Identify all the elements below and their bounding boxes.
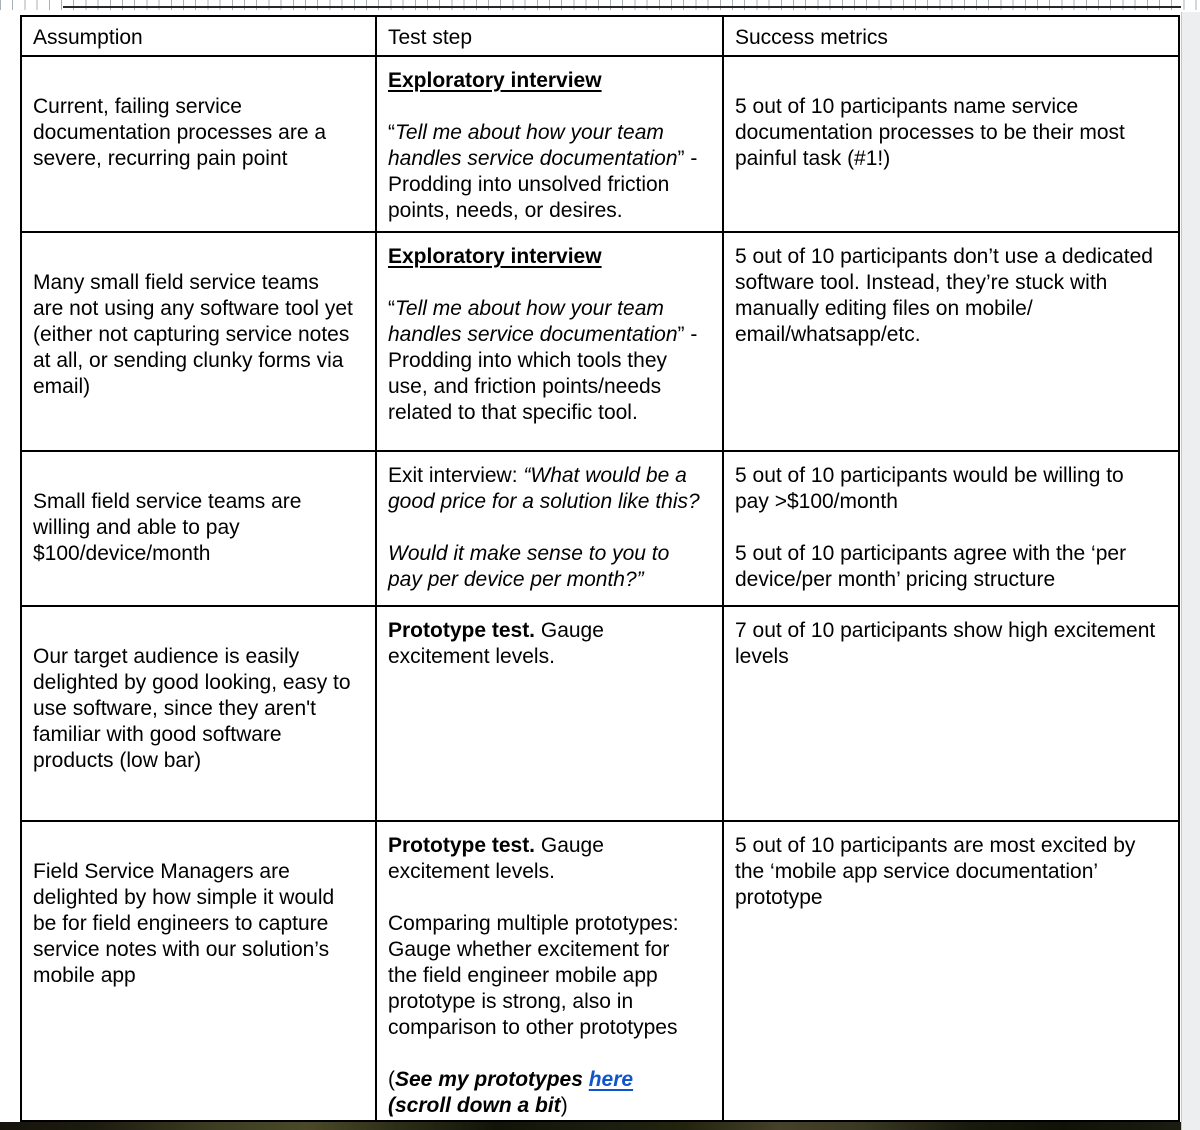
text-run: related to that specific tool. [388, 401, 638, 424]
text-line [33, 120, 365, 146]
col-header-assumption: Assumption [22, 17, 377, 57]
text-line [735, 244, 1168, 270]
text-run: service notes with our solution’s [33, 938, 330, 961]
text-run: severe, recurring pain point [33, 147, 288, 170]
text-run: documentation processes to be their most [735, 121, 1125, 144]
text-line [33, 68, 365, 94]
text-run: Prodding into unsolved friction [388, 173, 670, 196]
text-run: excitement levels. [388, 645, 555, 668]
text-line [33, 859, 365, 885]
text-run: ) [560, 1094, 568, 1117]
text-run: Small field service teams are [33, 490, 302, 513]
text-run: Prototype test. [388, 834, 536, 857]
embedded-image-strip [0, 1122, 1181, 1130]
text-run: Exit interview: [388, 464, 524, 487]
text-line [388, 400, 712, 426]
text-line [388, 94, 712, 120]
text-run: Current, failing service [33, 95, 242, 118]
text-run: Prototype test. [388, 619, 536, 642]
text-line [33, 270, 365, 296]
text-run: $100/device/month [33, 542, 211, 565]
text-run: 5 out of 10 participants agree with the ‘per [735, 542, 1127, 565]
text-run: prototype [735, 886, 823, 909]
text-run: use, and friction points/needs [388, 375, 662, 398]
text-line [33, 146, 365, 172]
text-run: (either not capturing service notes [33, 323, 350, 346]
text-line [388, 489, 712, 515]
text-run: pay per device per month?” [388, 568, 644, 591]
text-run: handles service documentation [388, 147, 678, 170]
text-run: the field engineer mobile app [388, 964, 658, 987]
text-line [33, 515, 365, 541]
text-line [735, 68, 1168, 94]
text-line [735, 489, 1168, 515]
text-run: ( [388, 1068, 395, 1091]
text-line [33, 644, 365, 670]
text-line [388, 198, 712, 224]
cell-assumption-4 [22, 607, 377, 822]
text-line [33, 94, 365, 120]
cell-assumption-3 [22, 452, 377, 607]
text-line [388, 348, 712, 374]
text-line [33, 348, 365, 374]
text-run: (scroll down a bit [388, 1094, 561, 1117]
text-line [735, 94, 1168, 120]
text-run: delighted by how simple it would [33, 886, 335, 909]
text-line [388, 172, 712, 198]
text-run: the ‘mobile app service documentation’ [735, 860, 1099, 883]
text-run: Would it make sense to you to [388, 542, 670, 565]
text-run: Tell me about how your team [395, 297, 664, 320]
cell-success-2 [724, 233, 1180, 452]
text-run: be for field engineers to capture [33, 912, 329, 935]
text-line [33, 670, 365, 696]
text-line [735, 270, 1168, 296]
text-run: good price for a solution like this? [388, 490, 700, 513]
text-line [735, 567, 1168, 593]
text-line [735, 120, 1168, 146]
ruler-margin-line [63, 6, 1181, 8]
text-line [735, 515, 1168, 541]
cell-success-3 [724, 452, 1180, 607]
text-run: Gauge [535, 834, 604, 857]
text-run: excitement levels. [388, 860, 555, 883]
text-line [33, 833, 365, 859]
text-run: Comparing multiple prototypes: [388, 912, 679, 935]
text-line [388, 989, 712, 1015]
scrollbar-track[interactable] [1181, 12, 1200, 1130]
text-line [388, 1093, 712, 1119]
cell-test-step-3 [377, 452, 724, 607]
text-line [33, 885, 365, 911]
text-run: at all, or sending clunky forms via [33, 349, 344, 372]
cell-test-step-5 [377, 822, 724, 1122]
text-line [388, 1041, 712, 1067]
col-header-success-metrics: Success metrics [724, 17, 1180, 57]
text-line [33, 911, 365, 937]
text-line [735, 644, 1168, 670]
text-run: “ [388, 121, 395, 144]
text-line [33, 963, 365, 989]
text-run: ” - [677, 323, 698, 346]
cell-assumption-1 [22, 57, 377, 233]
text-line [735, 885, 1168, 911]
text-line [388, 963, 712, 989]
text-run: email) [33, 375, 91, 398]
text-line [388, 937, 712, 963]
text-line [33, 541, 365, 567]
text-run: 5 out of 10 participants would be willing to [735, 464, 1124, 487]
text-line [735, 833, 1168, 859]
text-run: mobile app [33, 964, 136, 987]
text-run: products (low bar) [33, 749, 202, 772]
text-run: are not using any software tool yet [33, 297, 353, 320]
text-line [388, 374, 712, 400]
text-run: Exploratory interview [388, 245, 602, 268]
text-line [33, 722, 365, 748]
text-run: willing and able to pay [33, 516, 240, 539]
text-line [388, 644, 712, 670]
cell-success-1 [724, 57, 1180, 233]
text-line [735, 296, 1168, 322]
text-line [33, 937, 365, 963]
text-line [388, 541, 712, 567]
text-line [33, 489, 365, 515]
prototypes-link[interactable]: here [588, 1068, 634, 1091]
text-run: Gauge whether excitement for [388, 938, 670, 961]
text-line [388, 68, 712, 94]
cell-test-step-4 [377, 607, 724, 822]
document-ruler [0, 0, 1200, 13]
text-run: delighted by good looking, easy to [33, 671, 351, 694]
text-run: Our target audience is easily [33, 645, 300, 668]
text-run: device/per month’ pricing structure [735, 568, 1056, 591]
text-run: Field Service Managers are [33, 860, 290, 883]
text-run: See my prototypes [395, 1068, 589, 1091]
text-run: handles service documentation [388, 323, 678, 346]
text-line [388, 833, 712, 859]
text-line [33, 696, 365, 722]
text-line [735, 541, 1168, 567]
text-run: Prodding into which tools they [388, 349, 667, 372]
text-run: 5 out of 10 participants name service [735, 95, 1079, 118]
text-line [33, 296, 365, 322]
text-line [388, 146, 712, 172]
text-run: Tell me about how your team [395, 121, 664, 144]
cell-test-step-1 [377, 57, 724, 233]
text-run: Gauge [535, 619, 604, 642]
text-run: “ [388, 297, 395, 320]
text-line [33, 322, 365, 348]
text-line [33, 618, 365, 644]
text-run: 7 out of 10 participants show high excitement [735, 619, 1156, 642]
text-run: “What would be a [523, 464, 687, 487]
text-line [735, 859, 1168, 885]
text-line [735, 146, 1168, 172]
text-run: 5 out of 10 participants don’t use a dedicated [735, 245, 1153, 268]
cell-test-step-2 [377, 233, 724, 452]
assumptions-table [20, 15, 1180, 1122]
text-run: painful task (#1!) [735, 147, 891, 170]
text-run: 5 out of 10 participants are most excited by [735, 834, 1136, 857]
text-run: familiar with good software [33, 723, 282, 746]
text-line [33, 374, 365, 400]
text-line [388, 1067, 712, 1093]
text-line [388, 1015, 712, 1041]
text-line [33, 244, 365, 270]
text-run: Exploratory interview [388, 69, 602, 92]
text-line [735, 463, 1168, 489]
cell-assumption-2 [22, 233, 377, 452]
text-line [388, 515, 712, 541]
text-line [388, 618, 712, 644]
text-run: manually editing files on mobile/ [735, 297, 1033, 320]
text-run: use software, since they aren't [33, 697, 316, 720]
text-line [388, 322, 712, 348]
text-run: Many small field service teams [33, 271, 319, 294]
text-line [388, 463, 712, 489]
text-run: software tool. Instead, they’re stuck with [735, 271, 1108, 294]
cell-success-5 [724, 822, 1180, 1122]
text-line [388, 911, 712, 937]
text-line [388, 270, 712, 296]
text-line [735, 618, 1168, 644]
text-line [388, 859, 712, 885]
text-line [33, 463, 365, 489]
text-run: pay >$100/month [735, 490, 898, 513]
col-header-test-step: Test step [377, 17, 724, 57]
text-run: points, needs, or desires. [388, 199, 623, 222]
text-run: prototype is strong, also in [388, 990, 634, 1013]
text-line [735, 322, 1168, 348]
text-line [33, 748, 365, 774]
text-line [388, 296, 712, 322]
text-run: comparison to other prototypes [388, 1016, 678, 1039]
text-run: levels [735, 645, 789, 668]
text-run: email/whatsapp/etc. [735, 323, 921, 346]
cell-assumption-5 [22, 822, 377, 1122]
text-line [388, 244, 712, 270]
text-run: ” - [677, 147, 698, 170]
text-run: documentation processes are a [33, 121, 327, 144]
text-line [388, 885, 712, 911]
text-line [388, 567, 712, 593]
text-line [388, 120, 712, 146]
cell-success-4 [724, 607, 1180, 822]
